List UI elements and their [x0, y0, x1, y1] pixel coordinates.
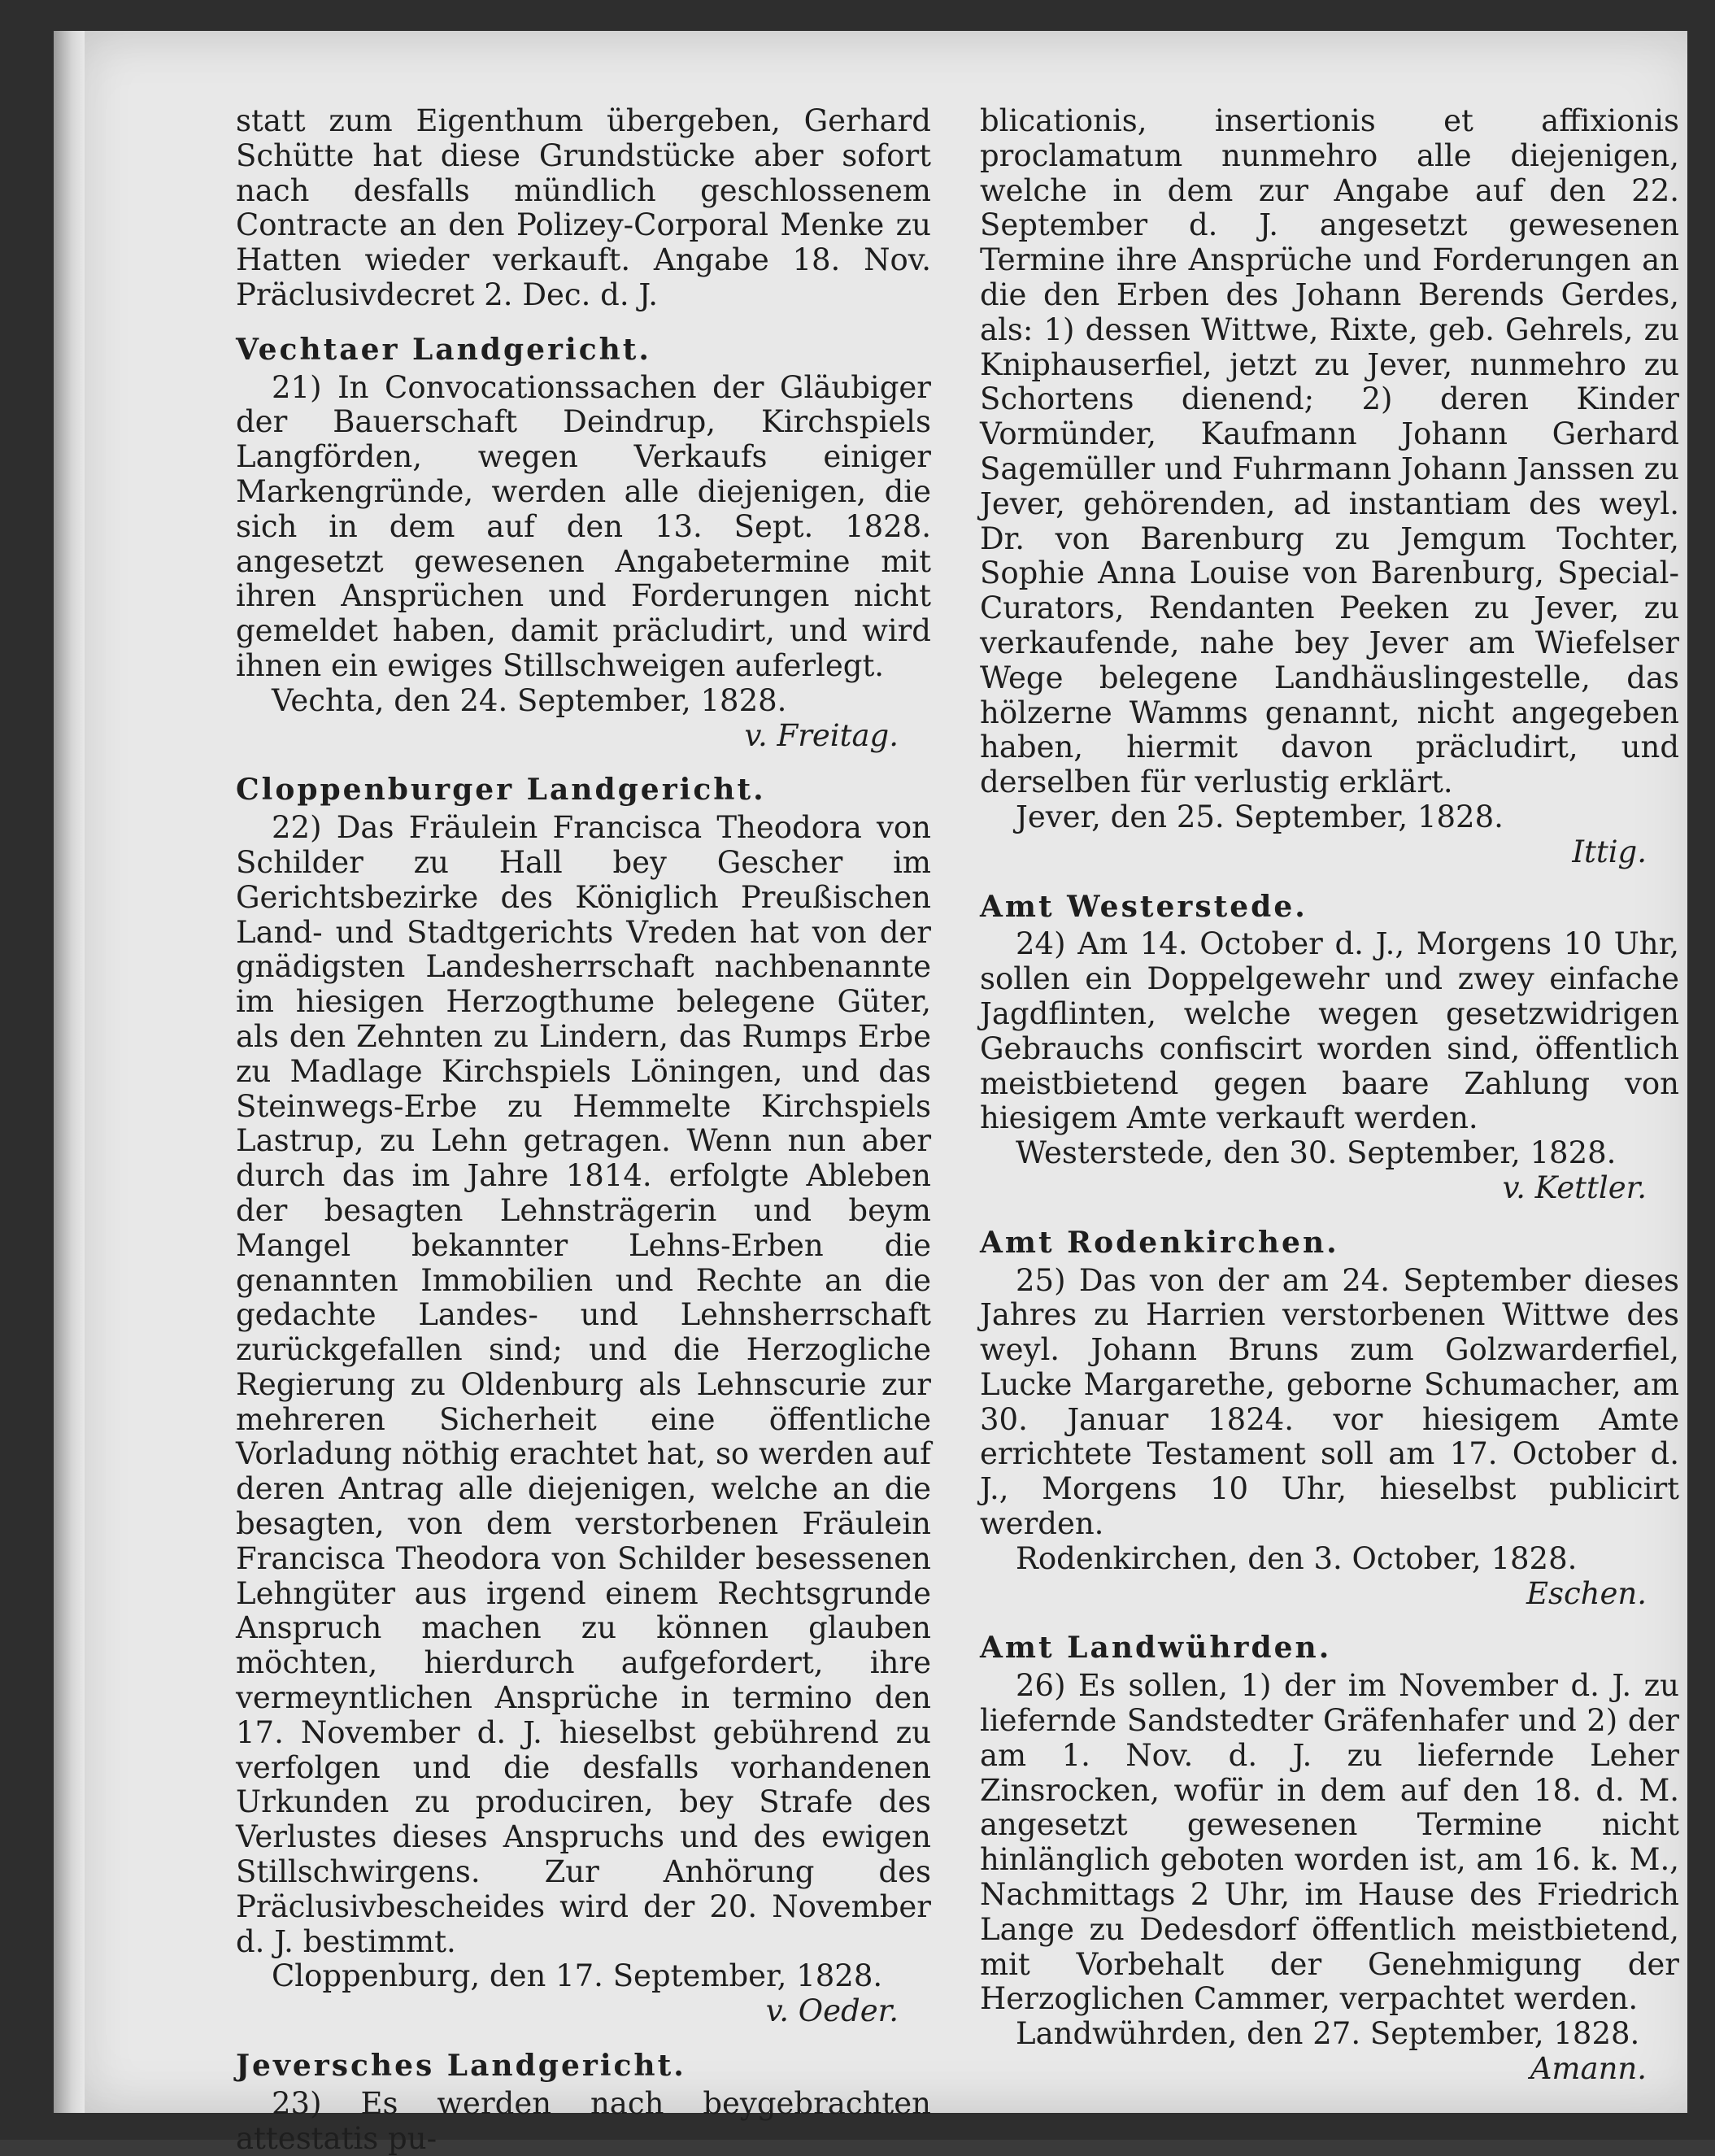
book-gutter [54, 31, 85, 2113]
signature-vechta: v. Freitag. [744, 717, 899, 753]
section-heading-vechta: Vechtaer Landgericht. [236, 332, 651, 367]
dateline-landwuehrden: Landwührden, den 27. September, 1828. [1016, 2016, 1640, 2052]
signature-landwuehrden: Amann. [1530, 2051, 1647, 2087]
notice-23-start: 23) Es werden nach beygebrachten attestatis pu- [236, 2085, 931, 2156]
notice-22: 22) Das Fräulein Francisca Theodora von Schilder zu Hall bey Gescher im Gerichtsbezirke des Königlich Preußischen Land- und Stadtgerichts Vreden hat von der gnädigsten Landesherrschaft nachbenannte im hiesigen Herzogthume belegene Güter, als den Zehnten zu Lindern, das Rumps Erbe zu Madlage Kirchspiels Löningen, und das Steinwegs-Erbe zu Hemmelte Kirchspiels Lastrup, zu Lehn getragen. Wenn nun aber durch das im Jahre 1814. erfolgte Ableben der besagten Lehnsträgerin und beym Mangel bekannter Lehns-Erben die genannten Immobilien und Rechte an die gedachte Landes- und Lehnsherrschaft zurückgefallen sind; und die Herzogliche Regierung zu Oldenburg als Lehnscurie zur mehreren Sicherheit eine öffentliche Vorladung nöthig erachtet hat, so werden auf deren Antrag alle diejenigen, welche an die besagten, von dem verstorbenen Fräulein Francisca Theodora von Schilder besessenen Lehngüter aus irgend einem Rechtsgrunde Anspruch machen zu können glauben möchten, hierdurch aufgefordert, ihre vermeyntlichen Ansprüche in termino den 17. November d. J. hieselbst gebührend zu verfolgen und die desfalls vorhandenen Urkunden zu produciren, bey Strafe des Verlustes dieses Anspruchs und des ewigen Stillschwirgens. Zur Anhörung des Präclusivbescheides wird der 20. November d. J. bestimmt. [236, 810, 931, 1959]
section-heading-cloppenburg: Cloppenburger Landgericht. [236, 773, 766, 808]
section-heading-landwuehrden: Amt Landwührden. [980, 1631, 1332, 1666]
section-heading-jever: Jeversches Landgericht. [236, 2049, 686, 2084]
dateline-westerstede: Westerstede, den 30. September, 1828. [1016, 1135, 1617, 1171]
notice-21: 21) In Convocationssachen der Gläubiger der Bauerschaft Deindrup, Kirchspiels Langförden, wegen Verkaufs einiger Markengründe, werden alle diejenigen, die sich in dem auf den 13. Sept. 1828. angesetzt gewesenen Angabetermine mit ihren Ansprüchen und Forderungen nicht gemeldet haben, damit präcludirt, und wird ihnen ein ewiges Stillschweigen auferlegt. [236, 369, 931, 683]
notice-24: 24) Am 14. October d. J., Morgens 10 Uhr, sollen ein Doppelgewehr und zwey einfache Jagdflinten, welche wegen gesetzwidrigen Gebrauchs confiscirt worden sind, öffentlich meistbietend gegen baare Zahlung von hiesigem Amte verkauft werden. [980, 926, 1679, 1136]
left-column [236, 104, 931, 2156]
signature-rodenkirchen: Eschen. [1526, 1575, 1647, 1611]
signature-westerstede: v. Kettler. [1502, 1169, 1647, 1205]
signature-jever: Ittig. [1572, 834, 1647, 869]
dateline-vechta: Vechta, den 24. September, 1828. [272, 682, 787, 718]
dateline-cloppenburg: Cloppenburg, den 17. September, 1828. [272, 1958, 883, 1994]
left-intro-text: statt zum Eigenthum übergeben, Gerhard Schütte hat diese Grundstücke aber sofort nach desfalls mündlich geschlossenem Contracte an den Polizey-Corporal Menke zu Hatten wieder verkauft. Angabe 18. Nov. Präclusivdecret 2. Dec. d. J. [236, 103, 931, 312]
section-heading-rodenkirchen: Amt Rodenkirchen. [980, 1225, 1339, 1260]
notice-23-continuation: blicationis, insertionis et affixionis proclamatum nunmehro alle diejenigen, welche in dem zur Angabe auf den 22. September d. J. angesetzt gewesenen Termine ihre Ansprüche und Forderungen an die den Erben des Johann Berends Gerdes, als: 1) dessen Wittwe, Rixte, geb. Gehrels, zu Kniphauserfiel, jetzt zu Jever, nunmehro zu Schortens dienend; 2) deren Kinder Vormünder, Kaufmann Johann Gerhard Sagemüller und Fuhrmann Johann Janssen zu Jever, gehörenden, ad instantiam des weyl. Dr. von Barenburg zu Jemgum Tochter, Sophie Anna Louise von Barenburg, Special-Curators, Rendanten Peeken zu Jever, zu verkaufende, nahe bey Jever am Wiefelser Wege belegene Landhäuslingestelle, das hölzerne Wamms genannt, nicht angegeben haben, hiermit davon präcludirt, und derselben für verlustig erklärt. [980, 103, 1679, 800]
signature-cloppenburg: v. Oeder. [765, 1993, 899, 2029]
notice-26: 26) Es sollen, 1) der im November d. J. zu liefernde Sandstedter Gräfenhafer und 2) der am 1. Nov. d. J. zu liefernde Leher Zinsrocken, wofür in dem auf den 18. d. M. angesetzt gewesenen Termine nicht hinlänglich geboten worden ist, am 16. k. M., Nachmittags 2 Uhr, im Hause des Friedrich Lange zu Dedesdorf öffentlich meistbietend, mit Vorbehalt der Genehmigung der Herzoglichen Cammer, verpachtet werden. [980, 1668, 1679, 2017]
section-heading-westerstede: Amt Westerstede. [980, 889, 1308, 924]
dateline-rodenkirchen: Rodenkirchen, den 3. October, 1828. [1016, 1540, 1578, 1576]
right-column [980, 104, 1679, 2087]
dateline-jever: Jever, den 25. September, 1828. [1016, 799, 1504, 834]
notice-25: 25) Das von der am 24. September dieses Jahres zu Harrien verstorbenen Wittwe des weyl. Johann Bruns zum Golzwarderfiel, Lucke Margarethe, geborne Schumacher, am 30. Januar 1824. vor hiesigem Amte errichtete Testament soll am 17. October d. J., Morgens 10 Uhr, hieselbst publicirt werden. [980, 1262, 1679, 1542]
